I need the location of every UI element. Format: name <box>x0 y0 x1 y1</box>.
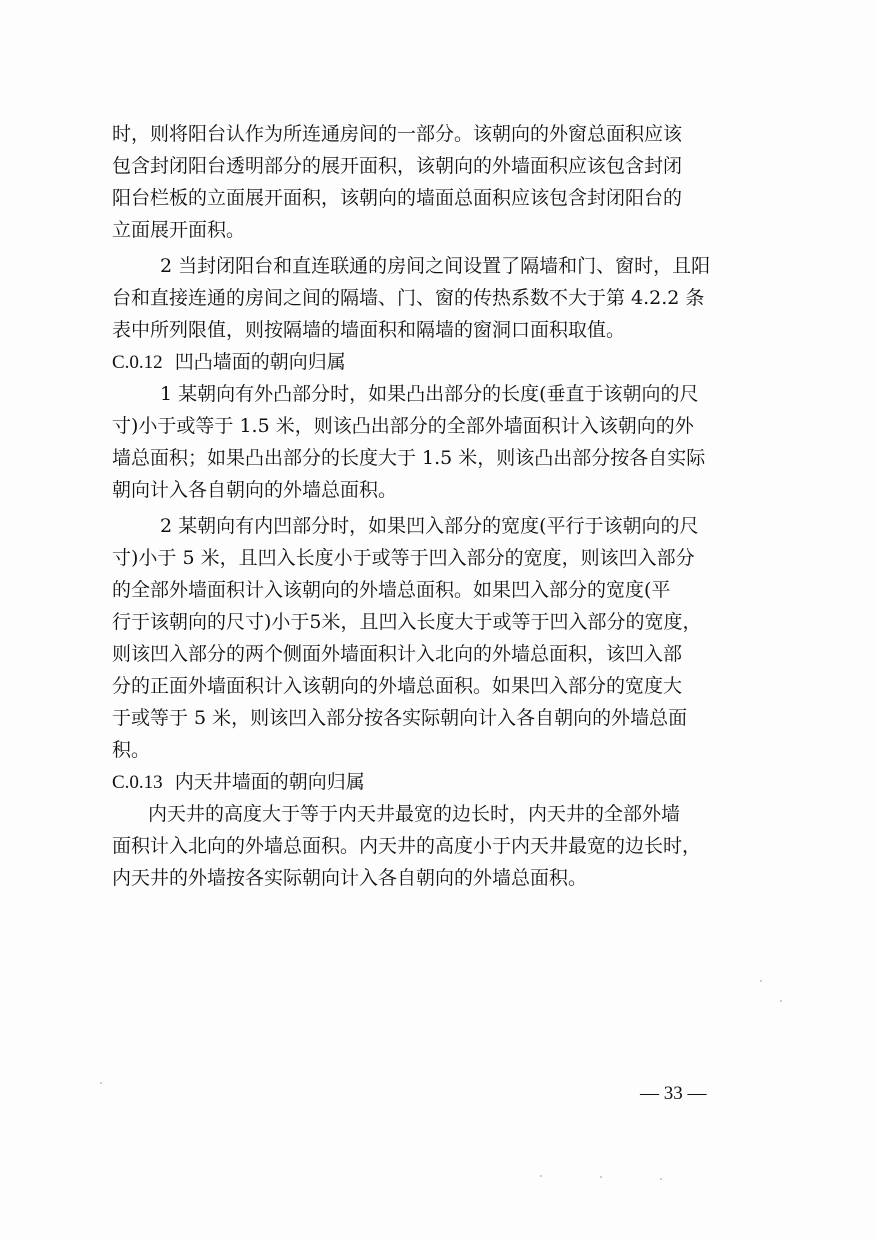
section-heading-c013 <box>112 766 767 798</box>
text-line: 的全部外墙面积计入该朝向的外墙总面积。如果凹入部分的宽度(平 <box>112 579 671 601</box>
scan-speck <box>600 1176 602 1178</box>
text-line: 2 某朝向有内凹部分时，如果凹入部分的宽度(平行于该朝向的尺 <box>160 515 699 537</box>
text-line: 寸)小于 5 米，且凹入长度小于或等于凹入部分的宽度，则该凹入部分 <box>112 547 695 569</box>
text-line: 包含封闭阳台透明部分的展开面积，该朝向的外墙面积应该包含封闭 <box>112 155 683 177</box>
section-title: 内天井墙面的朝向归属 <box>174 771 365 793</box>
scan-speck <box>660 1178 662 1180</box>
text-line: 墙总面积；如果凸出部分的长度大于 1.5 米，则该凸出部分按各自实际 <box>112 447 706 469</box>
text-line: 台和直接连通的房间之间的隔墙、门、窗的传热系数不大于第 4.2.2 条 <box>112 287 705 309</box>
text-line: 1 某朝向有外凸部分时，如果凸出部分的长度(垂直于该朝向的尺 <box>160 383 699 405</box>
page-number: — 33 — <box>640 1083 707 1104</box>
scan-speck <box>760 980 762 982</box>
text-line: 积。 <box>112 739 151 761</box>
paragraph-c012-item-2 <box>112 510 767 766</box>
text-line: 寸)小于或等于 1.5 米，则该凸出部分的全部外墙面积计入该朝向的外 <box>112 415 694 437</box>
text-line: 立面展开面积。 <box>112 219 246 241</box>
scan-speck <box>780 1000 782 1002</box>
text-line: 面积计入北向的外墙总面积。内天井的高度小于内天井最宽的边长时， <box>112 835 702 857</box>
scan-speck <box>540 1175 542 1177</box>
section-number: C.0.12 <box>112 352 163 373</box>
text-line: 2 当封闭阳台和直连联通的房间之间设置了隔墙和门、窗时，且阳 <box>160 255 711 277</box>
text-line: 于或等于 5 米，则该凹入部分按各实际朝向计入各自朝向的外墙总面 <box>112 707 688 729</box>
text-line: 朝向计入各自朝向的外墙总面积。 <box>112 479 398 501</box>
paragraph-item-2-balcony <box>112 250 767 346</box>
section-number: C.0.13 <box>112 772 163 793</box>
paragraph-c013-body <box>112 798 767 894</box>
text-line: 则该凹入部分的两个侧面外墙面积计入北向的外墙总面积，该凹入部 <box>112 643 683 665</box>
text-line: 分的正面外墙面积计入该朝向的外墙总面积。如果凹入部分的宽度大 <box>112 675 683 697</box>
text-line: 阳台栏板的立面展开面积，该朝向的墙面总面积应该包含封闭阳台的 <box>112 187 683 209</box>
section-heading-c012 <box>112 346 767 378</box>
text-line: 内天井的高度大于等于内天井最宽的边长时，内天井的全部外墙 <box>148 803 681 825</box>
section-title: 凹凸墙面的朝向归属 <box>174 351 346 373</box>
text-line: 行于该朝向的尺寸)小于5米，且凹入长度大于或等于凹入部分的宽度， <box>112 611 702 633</box>
paragraph-continuation <box>112 118 767 246</box>
text-line: 表中所列限值，则按隔墙的墙面积和隔墙的窗洞口面积取值。 <box>112 319 626 341</box>
paragraph-c012-item-1 <box>112 378 767 506</box>
text-line: 内天井的外墙按各实际朝向计入各自朝向的外墙总面积。 <box>112 867 588 889</box>
page-content <box>112 118 767 894</box>
text-line: 时，则将阳台认作为所连通房间的一部分。该朝向的外窗总面积应该 <box>112 123 683 145</box>
scan-speck <box>100 1082 102 1084</box>
